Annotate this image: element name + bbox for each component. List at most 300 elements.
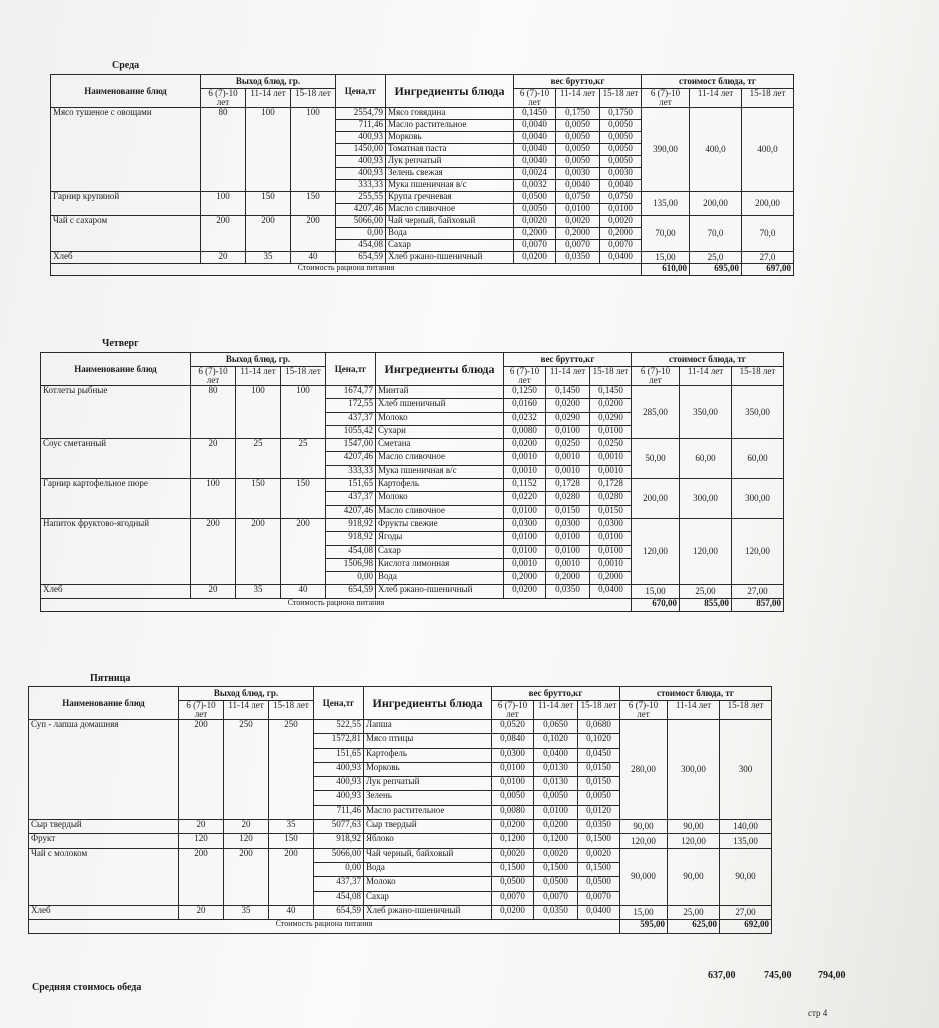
ingredient-weight: 0,0010 — [546, 558, 590, 571]
ingredient-price: 400,93 — [314, 777, 364, 791]
header-age: 6 (7)-10 лет — [620, 701, 668, 720]
ingredient-price: 1547,00 — [326, 439, 376, 452]
table-row — [41, 518, 784, 531]
ingredient-name: Мясо говядина — [386, 108, 514, 120]
ingredient-weight: 0,0100 — [504, 505, 546, 518]
ingredient-price: 711,46 — [336, 120, 386, 132]
header-dish: Наименование блюд — [51, 75, 201, 108]
ingredient-name: Томатная паста — [386, 144, 514, 156]
ingredient-weight: 0,1020 — [578, 734, 620, 748]
dish-yield: 150 — [281, 479, 326, 519]
header-age: 11-14 лет — [690, 89, 742, 108]
dish-cost: 200,00 — [632, 479, 680, 519]
ingredient-weight: 0,0070 — [556, 240, 600, 252]
dish-yield: 40 — [291, 252, 336, 264]
header-age: 6 (7)-10 лет — [201, 89, 246, 108]
header-yield: Выход блюд, гр. — [179, 687, 314, 701]
ingredient-name: Ягоды — [376, 532, 504, 545]
ration-cost-value: 692,00 — [720, 920, 772, 934]
ingredient-weight: 0,1152 — [504, 479, 546, 492]
ingredient-weight: 0,0050 — [492, 791, 534, 805]
ingredient-weight: 0,0100 — [546, 425, 590, 438]
totals-row — [51, 264, 794, 276]
ration-cost-label: Стоимость рациона питания — [41, 598, 632, 611]
ingredient-weight: 0,0200 — [504, 585, 546, 598]
ingredient-weight: 0,0400 — [600, 252, 642, 264]
dish-yield: 200 — [201, 216, 246, 252]
dish-cost: 120,00 — [668, 834, 720, 848]
dish-yield: 150 — [246, 192, 291, 216]
dish-cost: 135,00 — [720, 834, 772, 848]
header-price: Цена,тг — [314, 687, 364, 720]
ingredient-name: Фрукты свежие — [376, 518, 504, 531]
ingredient-weight: 0,0050 — [600, 132, 642, 144]
dish-yield: 35 — [236, 585, 281, 598]
header-cost: стоимост блюда, тг — [620, 687, 772, 701]
dish-yield: 100 — [201, 192, 246, 216]
dish-yield: 100 — [281, 386, 326, 439]
header-age: 11-14 лет — [668, 701, 720, 720]
ingredient-weight: 0,0290 — [590, 412, 632, 425]
ingredient-weight: 0,0500 — [492, 877, 534, 891]
ingredient-weight: 0,0100 — [546, 545, 590, 558]
dish-cost: 27,00 — [732, 585, 784, 598]
ingredient-weight: 0,0350 — [546, 585, 590, 598]
dish-cost: 120,00 — [680, 518, 732, 584]
dish-cost: 135,00 — [642, 192, 690, 216]
table-row — [41, 386, 784, 399]
ingredient-price: 654,59 — [336, 252, 386, 264]
dish-cost: 90,00 — [720, 848, 772, 905]
table-row — [51, 252, 794, 264]
dish-yield: 150 — [291, 192, 336, 216]
header-age: 11-14 лет — [534, 701, 578, 720]
header-age: 11-14 лет — [680, 367, 732, 386]
dish-cost: 400,0 — [742, 108, 794, 192]
ingredient-name: Масло растительное — [364, 805, 492, 819]
ingredient-name: Мука пшеничная в/с — [376, 465, 504, 478]
header-age: 11-14 лет — [236, 367, 281, 386]
ingredient-price: 454,08 — [326, 545, 376, 558]
dish-yield: 200 — [191, 518, 236, 584]
menu-table — [40, 352, 784, 612]
ingredient-weight: 0,0050 — [556, 156, 600, 168]
ingredient-price: 918,92 — [326, 532, 376, 545]
totals-row — [41, 598, 784, 611]
ingredient-weight: 0,0130 — [534, 762, 578, 776]
ingredient-weight: 0,1728 — [590, 479, 632, 492]
header-age: 15-18 лет — [600, 89, 642, 108]
ingredient-weight: 0,2000 — [504, 572, 546, 585]
ingredient-weight: 0,1450 — [546, 386, 590, 399]
ingredient-weight: 0,0020 — [492, 848, 534, 862]
dish-yield: 100 — [246, 108, 291, 192]
header-age: 6 (7)-10 лет — [504, 367, 546, 386]
ingredient-price: 172,55 — [326, 399, 376, 412]
ingredient-weight: 0,0040 — [514, 156, 556, 168]
ingredient-price: 400,93 — [314, 762, 364, 776]
ingredient-weight: 0,0032 — [514, 180, 556, 192]
ingredient-price: 522,55 — [314, 720, 364, 734]
ingredient-name: Сахар — [386, 240, 514, 252]
ingredient-weight: 0,0150 — [578, 762, 620, 776]
ingredient-name: Крупа гречневая — [386, 192, 514, 204]
dish-yield: 20 — [191, 439, 236, 479]
ingredient-weight: 0,0010 — [590, 558, 632, 571]
dish-name: Хлеб — [41, 585, 191, 598]
dish-yield: 200 — [246, 216, 291, 252]
ingredient-weight: 0,0050 — [600, 156, 642, 168]
dish-cost: 70,0 — [742, 216, 794, 252]
dish-name: Суп - лапша домашняя — [29, 720, 179, 820]
ingredient-weight: 0,0500 — [578, 877, 620, 891]
ingredient-name: Масло сливочное — [386, 204, 514, 216]
ingredient-weight: 0,0450 — [578, 748, 620, 762]
dish-yield: 40 — [281, 585, 326, 598]
header-age: 6 (7)-10 лет — [514, 89, 556, 108]
header-cost: стоимост блюда, тг — [642, 75, 794, 89]
dish-yield: 250 — [269, 720, 314, 820]
header-age: 6 (7)-10 лет — [642, 89, 690, 108]
dish-cost: 300,00 — [668, 720, 720, 820]
ingredient-weight: 0,0050 — [600, 120, 642, 132]
header-age: 15-18 лет — [281, 367, 326, 386]
ingredient-name: Молоко — [376, 492, 504, 505]
ingredient-weight: 0,1020 — [534, 734, 578, 748]
ingredient-name: Хлеб ржано-пшеничный — [364, 905, 492, 919]
dish-cost: 140,00 — [720, 820, 772, 834]
ingredient-weight: 0,0840 — [492, 734, 534, 748]
table-row — [29, 820, 772, 834]
ingredient-price: 4207,46 — [326, 452, 376, 465]
header-age: 11-14 лет — [246, 89, 291, 108]
dish-cost: 120,00 — [732, 518, 784, 584]
ingredient-weight: 0,2000 — [590, 572, 632, 585]
ingredient-weight: 0,0120 — [578, 805, 620, 819]
ingredient-name: Сыр твердый — [364, 820, 492, 834]
dish-cost: 200,00 — [690, 192, 742, 216]
dish-yield: 20 — [179, 820, 224, 834]
totals-row — [29, 920, 772, 934]
ingredient-weight: 0,0070 — [578, 891, 620, 905]
ingredient-weight: 0,0200 — [514, 252, 556, 264]
ingredient-weight: 0,0010 — [504, 465, 546, 478]
ingredient-weight: 0,0350 — [556, 252, 600, 264]
menu-table — [50, 74, 794, 276]
ingredient-weight: 0,0020 — [514, 216, 556, 228]
ingredient-weight: 0,0020 — [578, 848, 620, 862]
dish-yield: 80 — [191, 386, 236, 439]
ingredient-price: 333,33 — [336, 180, 386, 192]
ingredient-weight: 0,0050 — [514, 204, 556, 216]
header-weight: вес брутто,кг — [504, 353, 632, 367]
ingredient-price: 437,37 — [326, 492, 376, 505]
dish-name: Чай с сахаром — [51, 216, 201, 252]
ingredient-price: 1572,81 — [314, 734, 364, 748]
ingredient-weight: 0,0220 — [504, 492, 546, 505]
ingredient-weight: 0,0200 — [534, 820, 578, 834]
header-price: Цена,тг — [336, 75, 386, 108]
ingredient-weight: 0,0024 — [514, 168, 556, 180]
ingredient-weight: 0,1450 — [514, 108, 556, 120]
header-age: 6 (7)-10 лет — [191, 367, 236, 386]
ingredient-price: 1450,00 — [336, 144, 386, 156]
ingredient-weight: 0,0200 — [492, 820, 534, 834]
dish-yield: 120 — [224, 834, 269, 848]
table-row — [29, 834, 772, 848]
ingredient-name: Чай черный, байховый — [364, 848, 492, 862]
dish-yield: 200 — [179, 848, 224, 905]
ingredient-price: 400,93 — [336, 156, 386, 168]
header-age: 15-18 лет — [578, 701, 620, 720]
dish-name: Фрукт — [29, 834, 179, 848]
ingredient-weight: 0,1750 — [600, 108, 642, 120]
header-age: 15-18 лет — [590, 367, 632, 386]
ingredient-weight: 0,0130 — [534, 777, 578, 791]
header-cost: стоимост блюда, тг — [632, 353, 784, 367]
dish-yield: 200 — [269, 848, 314, 905]
dish-cost: 285,00 — [632, 386, 680, 439]
ingredient-weight: 0,0100 — [600, 204, 642, 216]
ingredient-weight: 0,0010 — [590, 452, 632, 465]
ration-cost-value: 857,00 — [732, 598, 784, 611]
header-age: 15-18 лет — [291, 89, 336, 108]
ingredient-name: Мясо птицы — [364, 734, 492, 748]
ingredient-weight: 0,2000 — [546, 572, 590, 585]
ingredient-weight: 0,2000 — [514, 228, 556, 240]
ingredient-weight: 0,0100 — [534, 805, 578, 819]
ingredient-weight: 0,0520 — [492, 720, 534, 734]
ingredient-weight: 0,0030 — [600, 168, 642, 180]
ingredient-weight: 0,0100 — [492, 762, 534, 776]
average-value-3: 794,00 — [818, 970, 846, 981]
ration-cost-value: 625,00 — [668, 920, 720, 934]
ingredient-name: Масло сливочное — [376, 452, 504, 465]
dish-yield: 20 — [201, 252, 246, 264]
ingredient-price: 333,33 — [326, 465, 376, 478]
ingredient-weight: 0,0040 — [556, 180, 600, 192]
header-age: 15-18 лет — [269, 701, 314, 720]
ingredient-price: 437,37 — [326, 412, 376, 425]
ingredient-weight: 0,0150 — [546, 505, 590, 518]
ingredient-weight: 0,0080 — [504, 425, 546, 438]
ingredient-price: 5066,00 — [336, 216, 386, 228]
table-row — [29, 720, 772, 734]
dish-name: Котлеты рыбные — [41, 386, 191, 439]
dish-yield: 200 — [291, 216, 336, 252]
ration-cost-value: 670,00 — [632, 598, 680, 611]
ingredient-weight: 0,1500 — [578, 862, 620, 876]
ingredient-weight: 0,0010 — [504, 452, 546, 465]
ingredient-weight: 0,0160 — [504, 399, 546, 412]
ingredient-price: 711,46 — [314, 805, 364, 819]
ingredient-price: 454,08 — [336, 240, 386, 252]
ration-cost-value: 610,00 — [642, 264, 690, 276]
ingredient-price: 1055,42 — [326, 425, 376, 438]
dish-cost: 300 — [720, 720, 772, 820]
table-row — [41, 439, 784, 452]
ingredient-price: 1506,98 — [326, 558, 376, 571]
ingredient-weight: 0,1450 — [590, 386, 632, 399]
ingredient-weight: 0,0050 — [600, 144, 642, 156]
ingredient-weight: 0,0050 — [556, 132, 600, 144]
header-age: 11-14 лет — [224, 701, 269, 720]
day-title: Среда — [112, 60, 140, 71]
dish-name: Гарнир крупяной — [51, 192, 201, 216]
ingredient-name: Молоко — [364, 877, 492, 891]
ingredient-weight: 0,0100 — [504, 532, 546, 545]
dish-cost: 27,00 — [720, 905, 772, 919]
dish-yield: 20 — [191, 585, 236, 598]
dish-cost: 27,0 — [742, 252, 794, 264]
ingredient-weight: 0,0400 — [578, 905, 620, 919]
dish-cost: 15,00 — [642, 252, 690, 264]
ingredient-weight: 0,0040 — [514, 144, 556, 156]
header-age: 6 (7)-10 лет — [492, 701, 534, 720]
dish-cost: 300,00 — [680, 479, 732, 519]
ingredient-weight: 0,0750 — [600, 192, 642, 204]
ingredient-name: Картофель — [376, 479, 504, 492]
ingredient-weight: 0,0300 — [546, 518, 590, 531]
ingredient-weight: 0,0070 — [514, 240, 556, 252]
ingredient-name: Вода — [376, 572, 504, 585]
ingredient-name: Минтай — [376, 386, 504, 399]
ingredient-weight: 0,0020 — [534, 848, 578, 862]
ingredient-name: Кислота лимонная — [376, 558, 504, 571]
ingredient-weight: 0,0200 — [504, 439, 546, 452]
dish-name: Сыр твердый — [29, 820, 179, 834]
ingredient-price: 454,08 — [314, 891, 364, 905]
dish-cost: 280,00 — [620, 720, 668, 820]
ingredient-weight: 0,0290 — [546, 412, 590, 425]
ingredient-name: Масло сливочное — [376, 505, 504, 518]
dish-yield: 35 — [246, 252, 291, 264]
ingredient-price: 0,00 — [336, 228, 386, 240]
ingredient-price: 255,55 — [336, 192, 386, 204]
ingredient-weight: 0,0050 — [534, 791, 578, 805]
dish-name: Мясо тушеное с овощами — [51, 108, 201, 192]
dish-yield: 200 — [224, 848, 269, 905]
ration-cost-value: 855,00 — [680, 598, 732, 611]
day-title: Пятница — [90, 673, 131, 684]
ingredient-weight: 0,0300 — [590, 518, 632, 531]
ingredient-weight: 0,0650 — [534, 720, 578, 734]
dish-cost: 120,00 — [620, 834, 668, 848]
header-ingredients: Ингредиенты блюда — [376, 353, 504, 386]
ingredient-name: Картофель — [364, 748, 492, 762]
dish-cost: 120,00 — [632, 518, 680, 584]
header-age: 15-18 лет — [732, 367, 784, 386]
ingredient-price: 151,65 — [314, 748, 364, 762]
header-age: 11-14 лет — [546, 367, 590, 386]
average-label: Средняя стоимось обеда — [32, 982, 142, 993]
dish-cost: 90,00 — [668, 820, 720, 834]
ration-cost-label: Стоимость рациона питания — [29, 920, 620, 934]
average-value-1: 637,00 — [708, 970, 736, 981]
ingredient-name: Яблоко — [364, 834, 492, 848]
ingredient-weight: 0,0280 — [546, 492, 590, 505]
ingredient-weight: 0,1500 — [534, 862, 578, 876]
dish-name: Хлеб — [51, 252, 201, 264]
menu-table — [28, 686, 772, 934]
ingredient-name: Хлеб пшеничный — [376, 399, 504, 412]
dish-cost: 25,0 — [690, 252, 742, 264]
ingredient-weight: 0,1728 — [546, 479, 590, 492]
ingredient-name: Лук репчатый — [364, 777, 492, 791]
ingredient-name: Лук репчатый — [386, 156, 514, 168]
header-yield: Выход блюд, гр. — [201, 75, 336, 89]
ingredient-weight: 0,0300 — [492, 748, 534, 762]
ingredient-weight: 0,0200 — [590, 399, 632, 412]
ingredient-weight: 0,0750 — [556, 192, 600, 204]
ingredient-name: Мука пшеничная в/с — [386, 180, 514, 192]
ingredient-weight: 0,1200 — [534, 834, 578, 848]
ingredient-weight: 0,1500 — [492, 862, 534, 876]
header-weight: вес брутто,кг — [514, 75, 642, 89]
table-row — [41, 479, 784, 492]
ingredient-weight: 0,0020 — [556, 216, 600, 228]
dish-yield: 150 — [236, 479, 281, 519]
dish-cost: 300,00 — [732, 479, 784, 519]
dish-cost: 70,0 — [690, 216, 742, 252]
dish-cost: 390,00 — [642, 108, 690, 192]
ingredient-name: Хлеб ржано-пшеничный — [376, 585, 504, 598]
dish-cost: 25,00 — [668, 905, 720, 919]
table-row — [51, 192, 794, 204]
ingredient-weight: 0,0050 — [556, 144, 600, 156]
ingredient-weight: 0,0050 — [556, 120, 600, 132]
dish-cost: 15,00 — [632, 585, 680, 598]
ingredient-price: 654,59 — [314, 905, 364, 919]
day-title: Четверг — [102, 338, 139, 349]
ingredient-name: Зелень — [364, 791, 492, 805]
ingredient-price: 151,65 — [326, 479, 376, 492]
ingredient-weight: 0,0280 — [590, 492, 632, 505]
header-dish: Наименование блюд — [29, 687, 179, 720]
ingredient-weight: 0,0100 — [590, 425, 632, 438]
header-ingredients: Ингредиенты блюда — [386, 75, 514, 108]
ingredient-price: 0,00 — [314, 862, 364, 876]
ingredient-weight: 0,0232 — [504, 412, 546, 425]
ingredient-weight: 0,0070 — [492, 891, 534, 905]
ration-cost-value: 695,00 — [690, 264, 742, 276]
ration-cost-value: 595,00 — [620, 920, 668, 934]
ingredient-price: 654,59 — [326, 585, 376, 598]
header-weight: вес брутто,кг — [492, 687, 620, 701]
ingredient-weight: 0,1750 — [556, 108, 600, 120]
ingredient-price: 918,92 — [314, 834, 364, 848]
ingredient-price: 437,37 — [314, 877, 364, 891]
header-price: Цена,тг — [326, 353, 376, 386]
dish-yield: 40 — [269, 905, 314, 919]
ingredient-weight: 0,0030 — [556, 168, 600, 180]
ingredient-weight: 0,0040 — [514, 132, 556, 144]
ingredient-price: 1674,77 — [326, 386, 376, 399]
ingredient-weight: 0,0300 — [504, 518, 546, 531]
dish-name: Чай с молоком — [29, 848, 179, 905]
header-age: 15-18 лет — [742, 89, 794, 108]
dish-yield: 120 — [179, 834, 224, 848]
ingredient-name: Масло растительное — [386, 120, 514, 132]
dish-name: Хлеб — [29, 905, 179, 919]
ingredient-price: 4207,46 — [326, 505, 376, 518]
table-row — [51, 216, 794, 228]
header-ingredients: Ингредиенты блюда — [364, 687, 492, 720]
ingredient-weight: 0,0100 — [590, 545, 632, 558]
table-row — [41, 585, 784, 598]
dish-cost: 15,00 — [620, 905, 668, 919]
ingredient-price: 400,93 — [336, 132, 386, 144]
